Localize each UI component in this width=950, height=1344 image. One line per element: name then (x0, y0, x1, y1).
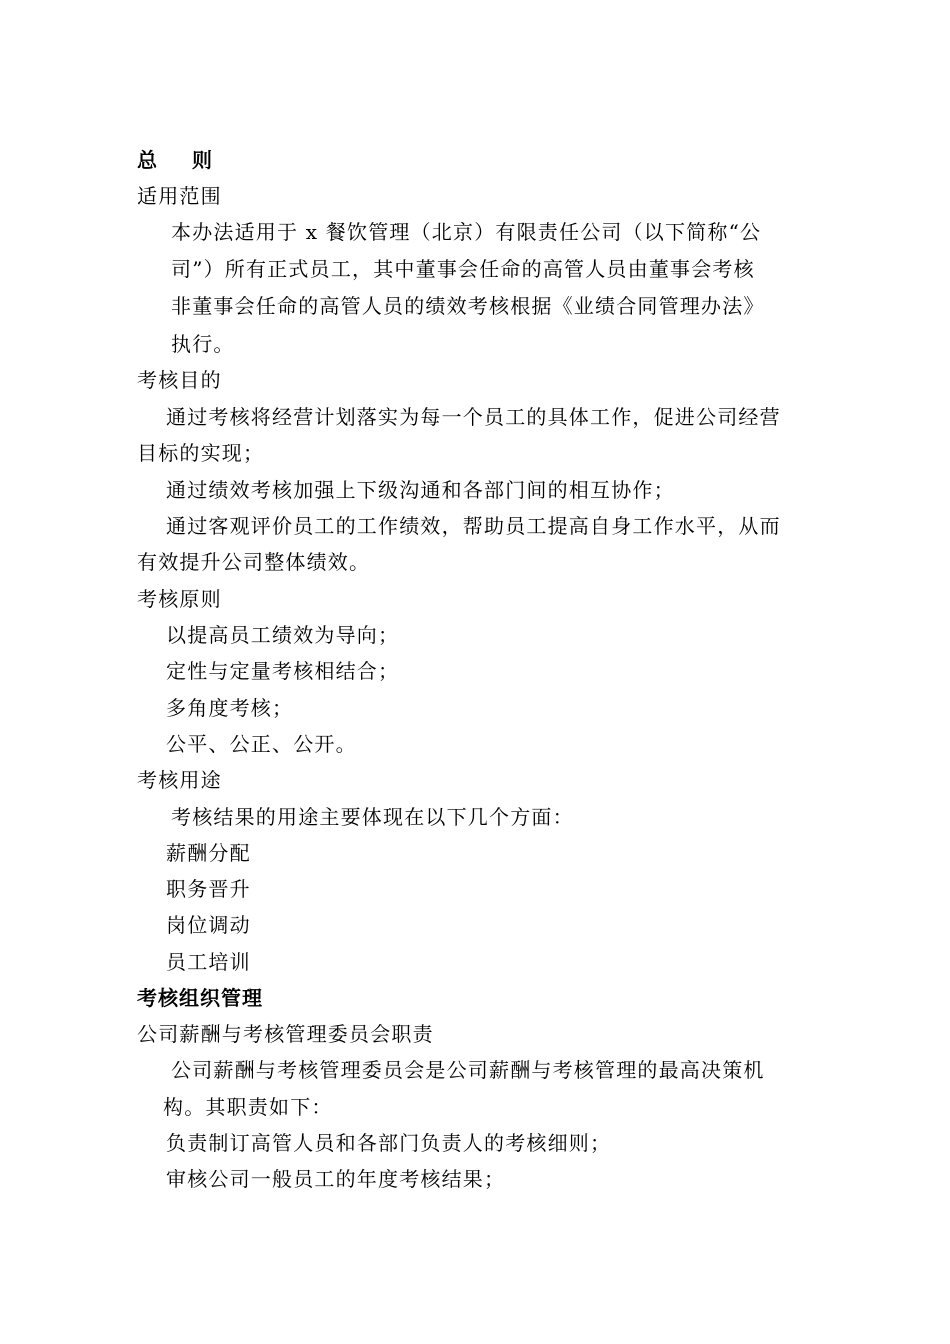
section-purpose-heading: 考核目的 (137, 368, 222, 392)
purpose-item-1-line-2: 目标的实现； (137, 441, 265, 465)
purpose-item-3-line-1: 通过客观评价员工的工作绩效，帮助员工提高自身工作水平，从而 (166, 514, 781, 538)
chapter-title-organization: 考核组织管理 (137, 986, 263, 1010)
section-committee-heading: 公司薪酬与考核管理委员会职责 (137, 1022, 434, 1046)
principle-item-2: 定性与定量考核相结合； (166, 659, 400, 683)
purpose-item-1-line-1: 通过考核将经营计划落实为每一个员工的具体工作，促进公司经营 (166, 405, 781, 429)
committee-line-1: 公司薪酬与考核管理委员会是公司薪酬与考核管理的最高决策机 (171, 1058, 765, 1082)
use-item-4: 员工培训 (166, 950, 251, 974)
principle-item-1: 以提高员工绩效为导向； (166, 623, 400, 647)
use-item-3: 岗位调动 (166, 913, 251, 937)
use-intro: 考核结果的用途主要体现在以下几个方面： (171, 805, 574, 829)
committee-duty-2: 审核公司一般员工的年度考核结果； (166, 1167, 506, 1191)
principle-item-3: 多角度考核； (166, 696, 294, 720)
purpose-item-2: 通过绩效考核加强上下级沟通和各部门间的相互协作； (166, 478, 675, 502)
scope-line-4: 执行。 (171, 332, 235, 356)
scope-line-2: 司”）所有正式员工，其中董事会任命的高管人员由董事会考核 (171, 257, 755, 281)
use-item-1: 薪酬分配 (166, 841, 251, 865)
section-principle-heading: 考核原则 (137, 587, 222, 611)
scope-line-3: 非董事会任命的高管人员的绩效考核根据《业绩合同管理办法》 (171, 294, 765, 318)
purpose-item-3-line-2: 有效提升公司整体绩效。 (137, 550, 371, 574)
scope-line-1: 本办法适用于 x 餐饮管理（北京）有限责任公司（以下简称“公 (171, 220, 762, 244)
committee-duty-1: 负责制订高管人员和各部门负责人的考核细则； (166, 1131, 612, 1155)
section-use-heading: 考核用途 (137, 768, 222, 792)
chapter-title-general: 总 则 (137, 148, 226, 172)
section-scope-heading: 适用范围 (137, 184, 222, 208)
committee-line-2: 构。其职责如下： (163, 1095, 333, 1119)
use-item-2: 职务晋升 (166, 877, 251, 901)
principle-item-4: 公平、公正、公开。 (166, 732, 357, 756)
